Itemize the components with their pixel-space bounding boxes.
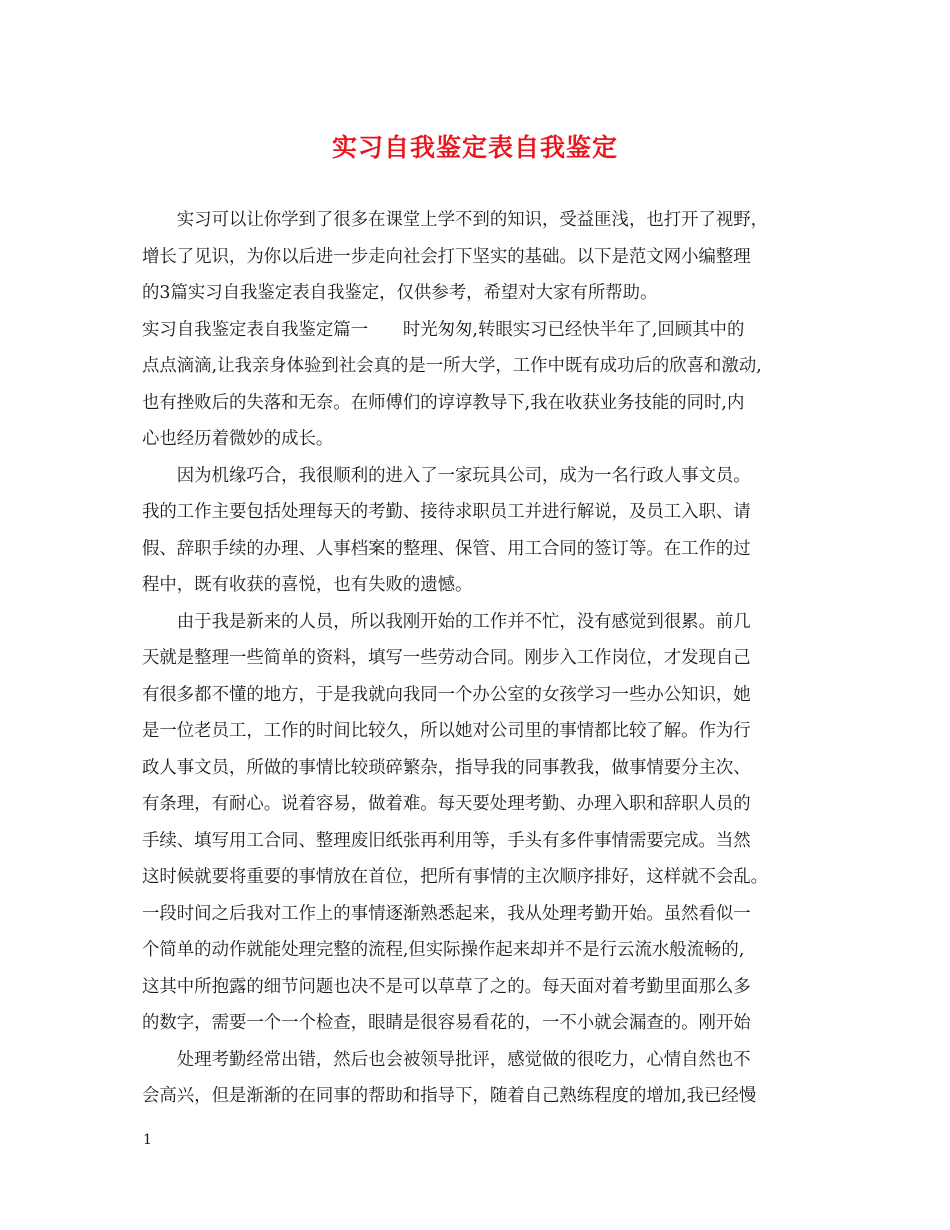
- text-line: 这其中所抱露的细节问题也决不是可以草草了之的。每天面对着考勤里面那么多: [142, 976, 751, 997]
- text-line: 是一位老员工，工作的时间比较久，所以她对公司里的事情都比较了解。作为行: [142, 721, 751, 741]
- text-line: 实习自我鉴定表自我鉴定篇一 时光匆匆,转眼实习已经快半年了,回顾其中的: [142, 319, 745, 340]
- text-line: 个简单的动作就能处理完整的流程,但实际操作起来却并不是行云流水般流畅的,: [142, 940, 745, 960]
- text-line: 心也经历着微妙的成长。: [142, 429, 334, 449]
- page-number: 1: [143, 1132, 152, 1148]
- text-line: 也有挫败后的失落和无奈。在师傅们的谆谆教导下,我在收获业务技能的同时,内: [142, 392, 745, 413]
- text-line: 天就是整理一些简单的资料，填写一些劳动合同。刚步入工作岗位，才发现自己: [142, 648, 751, 668]
- document-body: [142, 202, 814, 1115]
- text-line: 因为机缘巧合，我很顺利的进入了一家玩具公司，成为一名行政人事文员。: [142, 465, 751, 486]
- text-line: 实习可以让你学到了很多在课堂上学不到的知识，受益匪浅，也打开了视野，: [142, 210, 769, 230]
- text-line: 处理考勤经常出错，然后也会被领导批评，感觉做的很吃力，心情自然也不: [142, 1049, 751, 1070]
- text-line: 增长了见识，为你以后进一步走向社会打下坚实的基础。以下是范文网小编整理: [142, 246, 751, 267]
- text-line: 手续、填写用工合同、整理废旧纸张再利用等，手头有多件事情需要完成。当然: [142, 830, 751, 851]
- text-line: 有很多都不懂的地方，于是我就向我同一个办公室的女孩学习一些办公知识，她: [142, 684, 751, 705]
- text-line: 的数字，需要一个一个检查，眼睛是很容易看花的，一不小就会漏查的。刚开始: [142, 1013, 751, 1033]
- text-line: 政人事文员，所做的事情比较琐碎繁杂，指导我的同事教我，做事情要分主次、: [142, 757, 751, 778]
- text-line: 一段时间之后我对工作上的事情逐渐熟悉起来，我从处理考勤开始。虽然看似一: [142, 903, 751, 924]
- text-line: 点点滴滴,让我亲身体验到社会真的是一所大学，工作中既有成功后的欣喜和激动,: [142, 356, 762, 376]
- text-line: 假、辞职手续的办理、人事档案的整理、保管、用工合同的签订等。在工作的过: [142, 538, 751, 559]
- text-line: 这时候就要将重要的事情放在首位，把所有事情的主次顺序排好，这样就不会乱。: [142, 867, 769, 887]
- document-title: 实习自我鉴定表自我鉴定: [331, 133, 618, 162]
- text-line: 会高兴，但是渐渐的在同事的帮助和指导下，随着自己熟练程度的增加,我已经慢: [142, 1086, 757, 1106]
- text-line: 的3篇实习自我鉴定表自我鉴定，仅供参考，希望对大家有所帮助。: [142, 283, 658, 303]
- text-line: 程中，既有收获的喜悦，也有失败的遗憾。: [142, 575, 473, 595]
- text-line: 有条理，有耐心。说着容易，做着难。每天要处理考勤、办理入职和辞职人员的: [142, 794, 751, 814]
- text-line: 我的工作主要包括处理每天的考勤、接待求职员工并进行解说，及员工入职、请: [142, 502, 751, 522]
- text-line: 由于我是新来的人员，所以我刚开始的工作并不忙，没有感觉到很累。前几: [142, 611, 751, 632]
